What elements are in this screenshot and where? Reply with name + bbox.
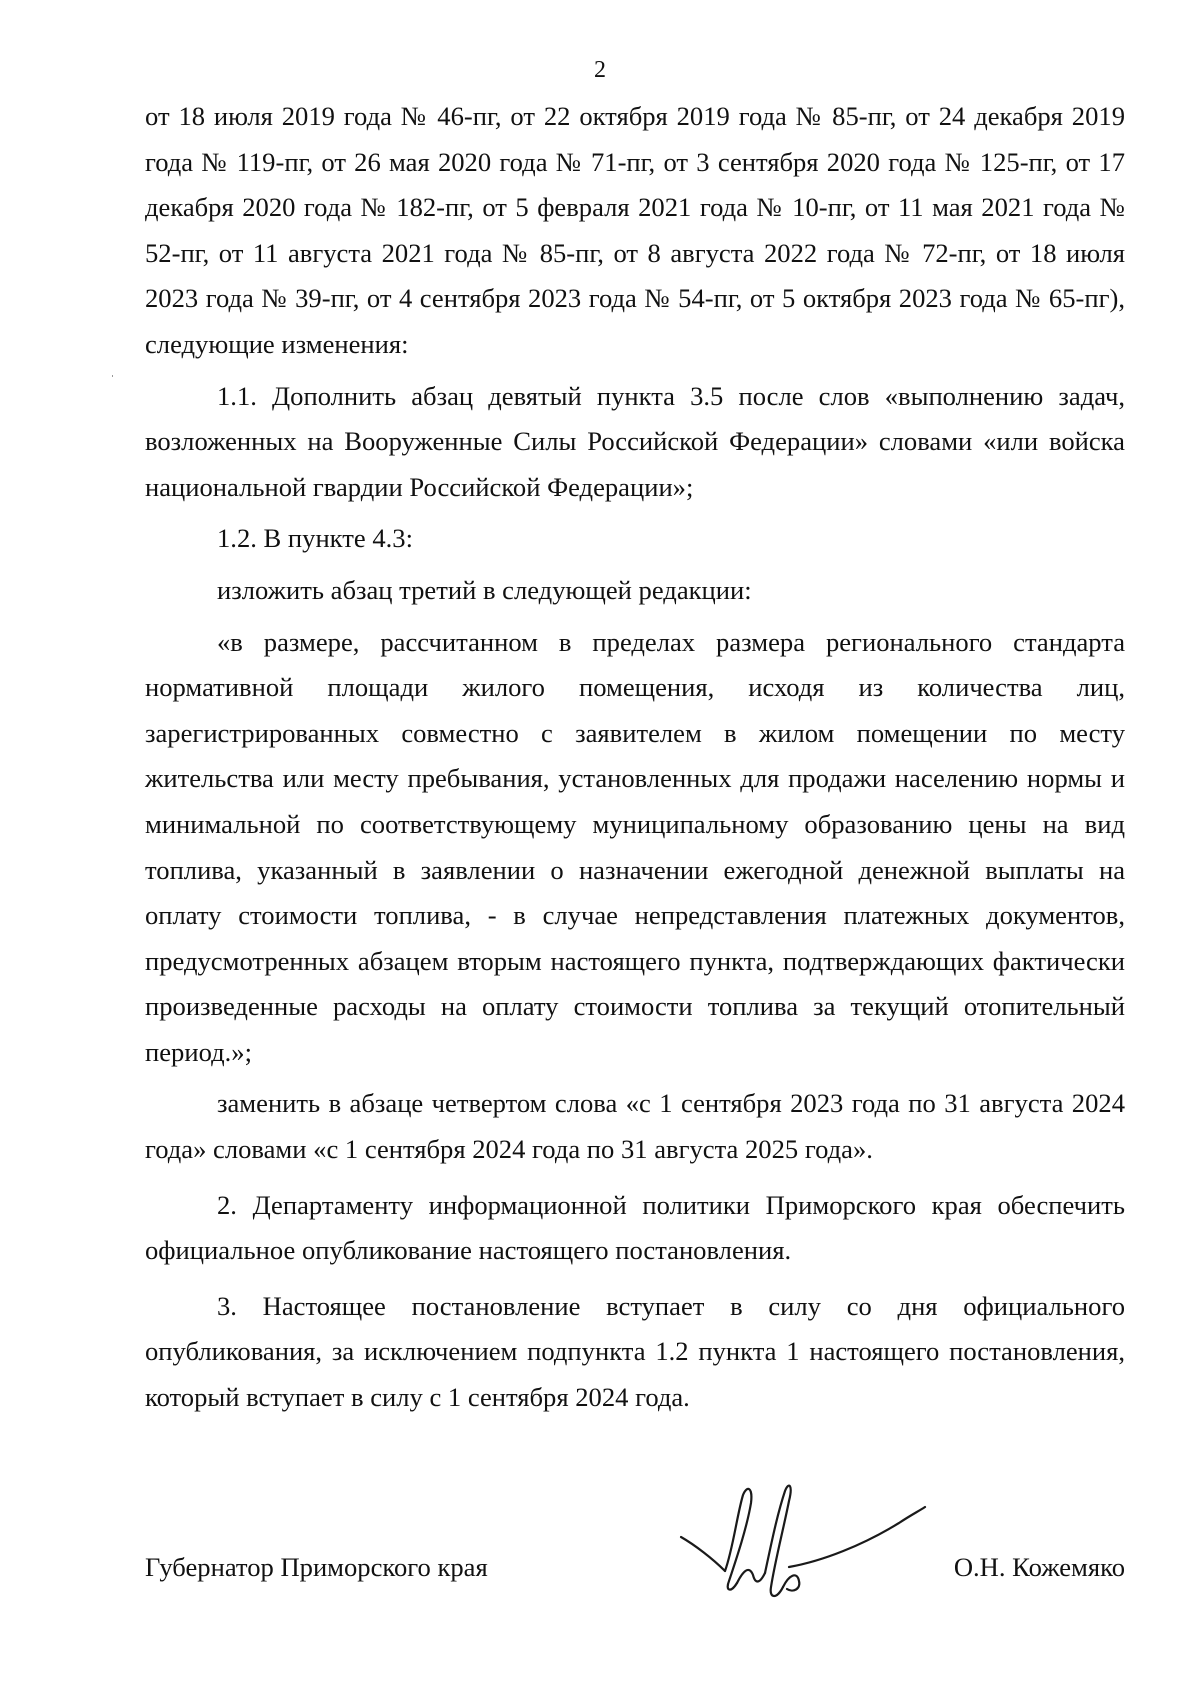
signer-name: О.Н. Кожемяко: [953, 1552, 1125, 1582]
page-number: 2: [594, 57, 606, 83]
paragraph-item-3: 3. Настоящее постановление вступает в силу со дня официального опубликования, за исключением подпункта 1.2 пункта 1 настоящего постановления, который вступает в силу с 1 сентября 2024 года.: [145, 1290, 1125, 1413]
signature-block: [145, 1475, 1125, 1605]
paragraph-item-1-2-quote: «в размере, рассчитанном в пределах размера регионального стандарта нормативной площади жилого помещения, исходя из количества лиц, зарегистрированных совместно с заявителем в жилом помещении по месту жительства или месту пребывания, установленных для продажи населению нормы и минимальной по соответствующему муниципальному образованию цены на вид топлива, указанный в заявлении о назначении ежегодной денежной выплаты на оплату стоимости топлива, - в случае непредставления платежных документов, предусмотренных абзацем вторым настоящего пункта, подтверждающих фактически произведенные расходы на оплату стоимости топлива за текущий отопительный период.»;: [145, 626, 1125, 1067]
paragraph-item-1-1: 1.1. Дополнить абзац девятый пункта 3.5 после слов «выполнению задач, возложенных на Вооруженные Силы Российской Федерации» словами «или войска национальной гвардии Российской Федерации»;: [145, 380, 1125, 502]
paragraph-item-1-2-instruction: изложить абзац третий в следующей редакции:: [217, 574, 752, 605]
paragraph-item-1-2: 1.2. В пункте 4.3:: [217, 523, 413, 554]
paragraph-item-1-2-replace: заменить в абзаце четвертом слова «с 1 сентября 2023 года по 31 августа 2024 года» словами «с 1 сентября 2024 года по 31 августа 2025 года».: [145, 1088, 1125, 1165]
scan-speck: [112, 375, 113, 377]
document-body: [145, 94, 1125, 1421]
handwritten-signature: [673, 1475, 933, 1605]
signer-title: Губернатор Приморского края: [145, 1552, 488, 1582]
paragraph-item-2: 2. Департаменту информационной политики Приморского края обеспечить официальное опубликование настоящего постановления.: [145, 1189, 1125, 1266]
paragraph-amendment-list: от 18 июля 2019 года № 46-пг, от 22 октября 2019 года № 85-пг, от 24 декабря 2019 года № 119-пг, от 26 мая 2020 года № 71-пг, от 3 сентября 2020 года № 125-пг, от 17 декабря 2020 года № 182-пг, от 5 февраля 2021 года № 10-пг, от 11 мая 2021 года № 52-пг, от 11 августа 2021 года № 85-пг, от 8 августа 2022 года № 72-пг, от 18 июля 2023 года № 39-пг, от 4 сентября 2023 года № 54-пг, от 5 октября 2023 года № 65-пг), следующие изменения:: [145, 101, 1125, 359]
